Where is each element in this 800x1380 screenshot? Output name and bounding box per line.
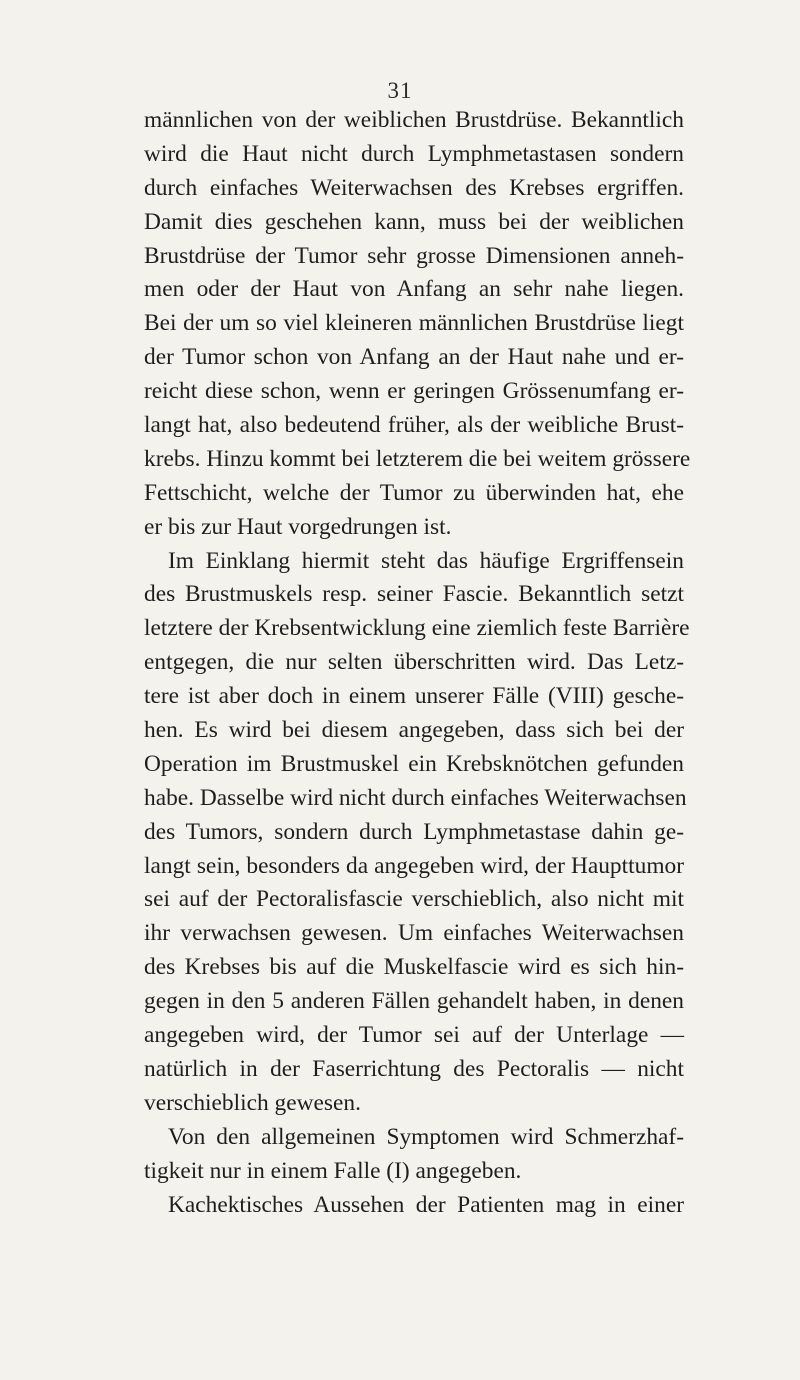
text-line: entgegen, die nur selten überschritten wird. Das Letz- xyxy=(144,649,684,676)
text-line: Operation im Brustmuskel ein Krebsknötchen gefunden xyxy=(144,750,684,777)
page-number: 31 xyxy=(387,78,413,103)
text-line: männlichen von der weiblichen Brustdrüse. Bekanntlich xyxy=(144,107,684,133)
text-line: reicht diese schon, wenn er geringen Grössenumfang er- xyxy=(144,378,684,405)
text-line: langt sein, besonders da angegeben wird, der Haupttumor xyxy=(144,852,684,879)
text-line: angegeben wird, der Tumor sei auf der Unterlage — xyxy=(144,1022,684,1049)
text-line: Im Einklang hiermit steht das häufige Ergriffensein xyxy=(168,547,684,574)
text-line: Bei der um so viel kleineren männlichen Brustdrüse liegt xyxy=(144,310,684,337)
text-line: tigkeit nur in einem Falle (I) angegeben. xyxy=(144,1157,522,1184)
text-line: verschieblich gewesen. xyxy=(144,1089,361,1116)
text-line: Von den allgemeinen Symptomen wird Schmerzhaf- xyxy=(168,1123,684,1150)
text-line: des Krebses bis auf die Muskelfascie wird es sich hin- xyxy=(144,954,684,981)
text-line: tere ist aber doch in einem unserer Fälle (VIII) gesche- xyxy=(144,683,684,710)
text-line: des Tumors, sondern durch Lymphmetastase dahin ge- xyxy=(144,818,684,845)
text-line: natürlich in der Faserrichtung des Pectoralis — nicht xyxy=(144,1055,684,1082)
text-line: Fettschicht, welche der Tumor zu überwinden hat, ehe xyxy=(144,479,684,506)
text-line: des Brustmuskels resp. seiner Fascie. Bekanntlich setzt xyxy=(144,581,684,608)
text-line: hen. Es wird bei diesem angegeben, dass sich bei der xyxy=(144,717,684,744)
text-line: letztere der Krebsentwicklung eine ziemlich feste Barrière xyxy=(144,615,690,642)
text-line: gegen in den 5 anderen Fällen gehandelt haben, in denen xyxy=(144,988,684,1015)
text-line: Kachektisches Aussehen der Patienten mag in einer xyxy=(168,1191,684,1218)
text-line: langt hat, also bedeutend früher, als der weibliche Brust- xyxy=(144,412,684,439)
text-line: ihr verwachsen gewesen. Um einfaches Weiterwachsen xyxy=(144,920,684,947)
text-line: der Tumor schon von Anfang an der Haut nahe und er- xyxy=(144,344,684,371)
text-line: Damit dies geschehen kann, muss bei der weiblichen xyxy=(144,208,684,235)
body-text xyxy=(144,104,691,1222)
text-line: er bis zur Haut vorgedrungen ist. xyxy=(144,513,452,540)
text-line: men oder der Haut von Anfang an sehr nahe liegen. xyxy=(144,276,684,303)
text-line: Brustdrüse der Tumor sehr grosse Dimensionen anneh- xyxy=(144,242,684,269)
text-line: habe. Dasselbe wird nicht durch einfaches Weiterwachsen xyxy=(144,784,687,811)
text-line: sei auf der Pectoralisfascie verschieblich, also nicht mit xyxy=(144,886,684,913)
text-line: durch einfaches Weiterwachsen des Krebses ergriffen. xyxy=(144,174,684,201)
text-line: wird die Haut nicht durch Lymphmetastasen sondern xyxy=(144,140,684,167)
text-line: krebs. Hinzu kommt bei letzterem die bei weitem grössere xyxy=(144,445,691,472)
